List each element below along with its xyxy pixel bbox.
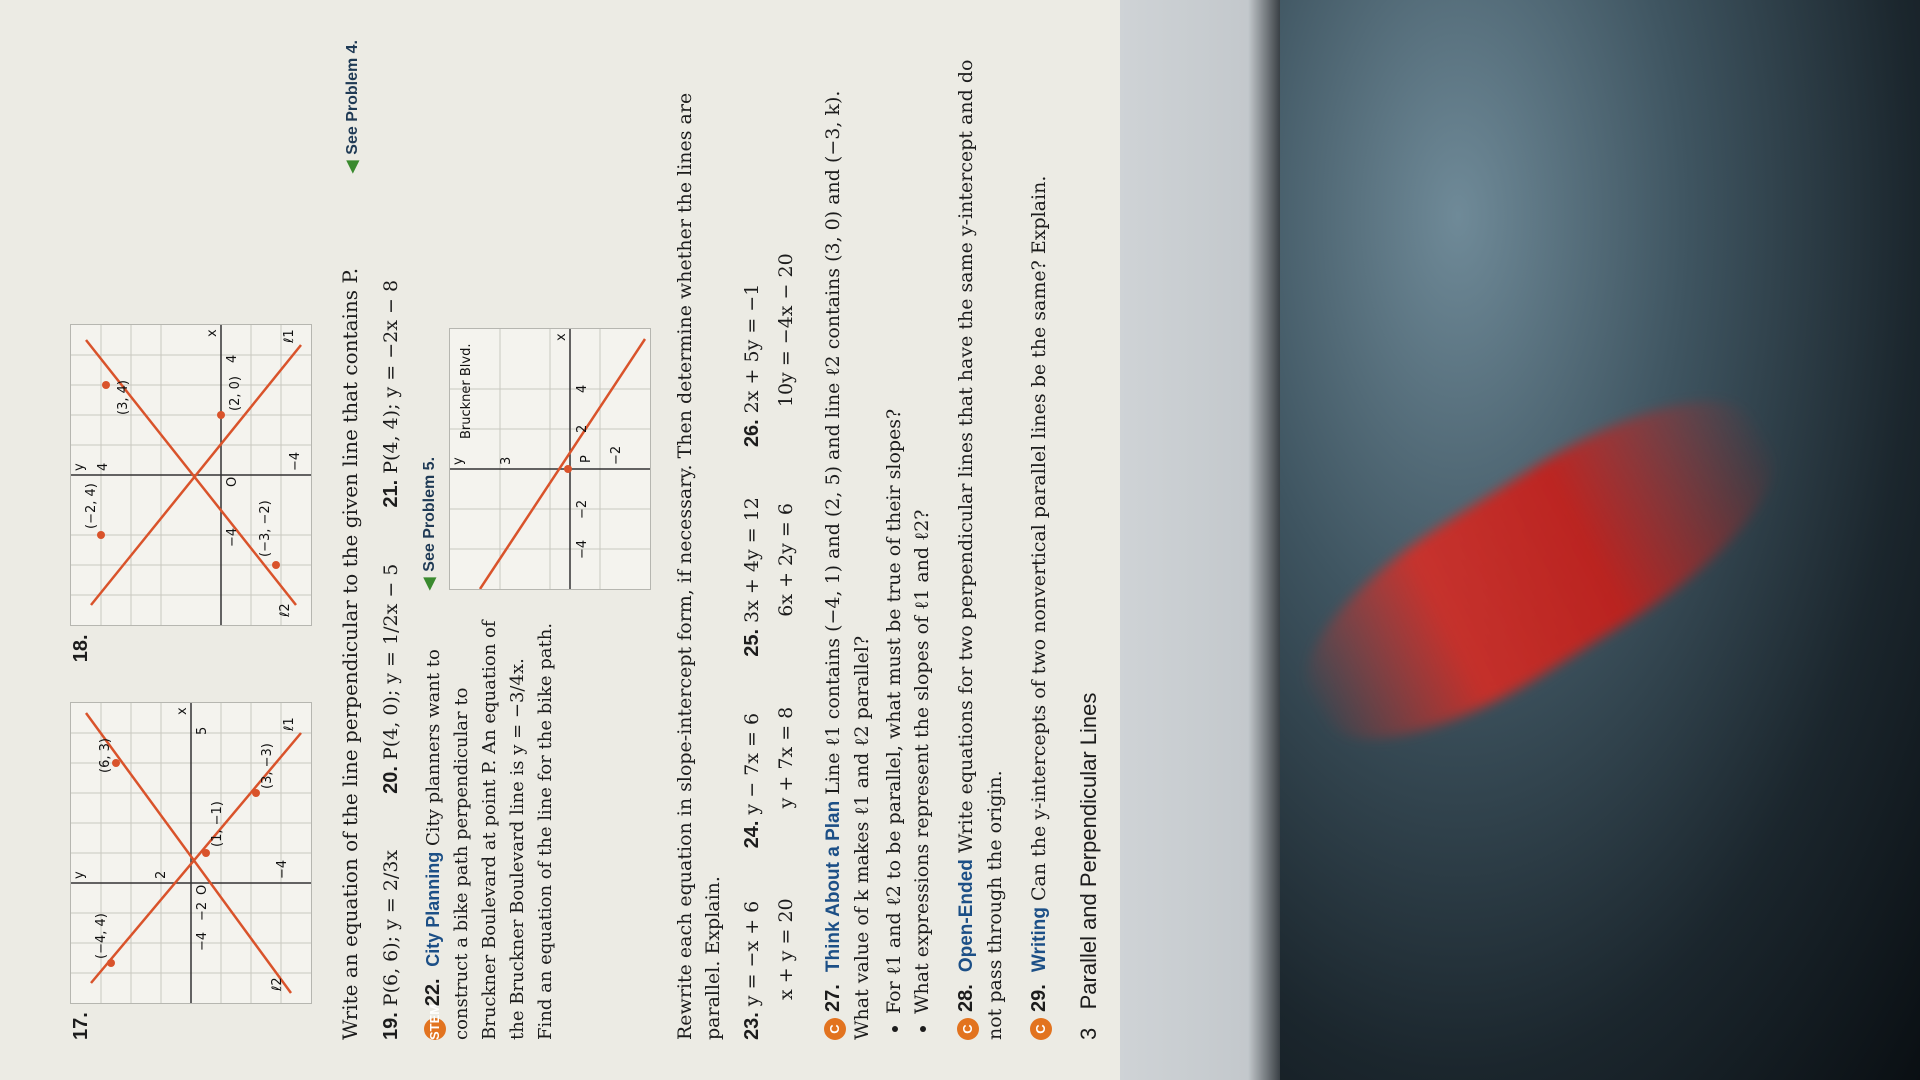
- rewrite-instruction: Rewrite each equation in slope-intercept form, if necessary. Then determine whether the lines are parallel. Explain.: [674, 92, 724, 1040]
- tick-label: −4: [288, 452, 303, 472]
- label-y: y: [72, 463, 87, 472]
- problem-20: 20.P(4, 0); y = 1/2x − 5: [380, 563, 402, 794]
- label-origin: O: [195, 884, 210, 896]
- label-x: x: [554, 333, 569, 341]
- tick-label: 3: [499, 456, 514, 465]
- label-l2: ℓ2: [278, 603, 293, 618]
- label-p: P: [579, 455, 594, 463]
- label-x: x: [205, 329, 220, 338]
- tick-label: 2: [575, 424, 590, 433]
- exercise-number: 18.: [70, 634, 92, 663]
- label-p1: (−2, 4): [84, 483, 99, 530]
- problem-25: 25.3x + 4y = 12 6x + 2y = 6: [741, 497, 797, 657]
- tick-label: 4: [225, 355, 240, 364]
- problem-text: Line ℓ1 contains (−4, 1) and (2, 5) and line ℓ2 contains (3, 0) and (−3, k). What value of k makes ℓ1 and ℓ2 parallel?: [822, 90, 873, 1040]
- challenge-icon: C: [957, 1018, 979, 1040]
- hint-list: [880, 40, 936, 1014]
- point-marker: [102, 381, 110, 389]
- problem-28: C28. Open-Ended Write equations for two perpendicular lines that have the same y-intercept and do not pass through the origin.: [955, 59, 1006, 1040]
- bruckner-graph: [449, 328, 651, 590]
- label-origin: O: [225, 477, 240, 488]
- tick-label: 5: [195, 726, 210, 736]
- tick-label: 4: [96, 463, 111, 472]
- page-edge: [1120, 0, 1280, 1080]
- problem-text: City planners want to construct a bike path perpendicular to Bruckner Boulevard at point P. An equation of the Bruckner Boulevard line is y = −3/4x. Find an equation of the line for the bike path.: [423, 620, 556, 1040]
- point-marker: [252, 789, 260, 797]
- point-marker: [202, 849, 210, 857]
- city-planning-text: STEM 22. City Planning City planners want to construct a bike path perpendicular to Bruckner Boulevard at point P. An equation of the Bruckner Boulevard line is y = −3/4x. Find an equation of the line for the bike path.: [422, 620, 556, 1040]
- exercise-number: 17.: [70, 1012, 92, 1040]
- label-p4: (−3, −2): [258, 500, 273, 558]
- coordinate-grid: [71, 703, 311, 1003]
- exercise-17: [70, 702, 312, 1040]
- problem-23: 23.y = −x + 6 x + y = 20: [741, 898, 797, 1040]
- coordinate-grid: [71, 325, 311, 625]
- section-header: [312, 40, 372, 1040]
- tick-label: −2: [609, 445, 624, 465]
- label-p3: (2, 0): [228, 376, 243, 412]
- topic-label: Think About a Plan: [823, 800, 844, 973]
- street-label: Bruckner Blvd.: [459, 343, 474, 439]
- graphs-row: [70, 40, 312, 1040]
- point-marker: [97, 531, 105, 539]
- instruction-text: Write an equation of the line perpendicular to the given line that contains P.: [338, 267, 362, 1040]
- point-marker: [217, 411, 225, 419]
- label-l1: ℓ1: [282, 717, 297, 732]
- label-y: y: [72, 871, 87, 880]
- point-marker: [112, 759, 120, 767]
- label-l2: ℓ2: [270, 977, 285, 992]
- tick-label: −4: [275, 860, 290, 880]
- tick-label: −2: [195, 902, 210, 922]
- tick-label: −4: [195, 932, 210, 952]
- point-marker: [272, 561, 280, 569]
- chapter-title: Parallel and Perpendicular Lines: [1076, 692, 1101, 1010]
- label-p2: (3, 4): [116, 380, 131, 416]
- graph-17: [70, 702, 312, 1004]
- tick-label: −4: [575, 539, 590, 559]
- stem-badge: STEM: [424, 1018, 446, 1040]
- label-x: x: [175, 707, 190, 716]
- problem-list: [380, 40, 403, 1040]
- hint-item: • What expressions represent the slopes of ℓ1 and ℓ2?: [908, 40, 936, 1014]
- chapter-number: 3: [1076, 1027, 1101, 1040]
- problem-text: Write equations for two perpendicular lines that have the same y-intercept and do not pass through the origin.: [955, 59, 1006, 1040]
- topic-label: Writing: [1029, 907, 1050, 973]
- system-problems: [735, 40, 803, 1040]
- problem-27: C27. Think About a Plan Line ℓ1 contains (−4, 1) and (2, 5) and line ℓ2 contains (3, 0) and (−3, k). What value of k makes ℓ1 and ℓ2 parallel? • For ℓ1 and ℓ2 to be parallel, what must be true of their slopes? • What expressions represent the slopes of ℓ1 and ℓ2?: [819, 40, 936, 1040]
- hint-item: • For ℓ1 and ℓ2 to be parallel, what must be true of their slopes?: [880, 40, 908, 1014]
- label-y: y: [451, 457, 466, 465]
- point-p: [564, 465, 572, 473]
- city-graph-col: [419, 328, 651, 590]
- problem-text: Can the y-intercepts of two nonvertical parallel lines be the same? Explain.: [1028, 175, 1050, 901]
- label-l1: ℓ1: [282, 329, 297, 344]
- label-p1: (−4, 4): [94, 913, 109, 960]
- see-problem-link[interactable]: ◀ See Problem 4.: [342, 40, 362, 173]
- challenge-icon: C: [824, 1018, 846, 1040]
- label-p3: (1, −1): [210, 801, 225, 848]
- problem-21: 21.P(4, 4); y = −2x − 8: [380, 279, 402, 508]
- problem-26: 26.2x + 5y = −1 10y = −4x − 20: [741, 253, 797, 448]
- topic-label: City Planning: [423, 851, 443, 967]
- tick-label: −2: [575, 499, 590, 519]
- tick-label: 2: [154, 870, 169, 880]
- see-problem-link[interactable]: ◀ See Problem 5.: [419, 328, 439, 590]
- problem-22: [419, 40, 651, 1040]
- problem-24: 24.y − 7x = 6 y + 7x = 8: [741, 706, 797, 849]
- tick-label: −4: [225, 528, 240, 548]
- challenge-icon: C: [1030, 1018, 1052, 1040]
- page-footer: [1076, 693, 1102, 1040]
- exercise-18: [70, 324, 312, 662]
- label-p2: (6, 3): [98, 738, 113, 774]
- label-p4: (3, −3): [260, 743, 275, 790]
- tick-label: 4: [575, 384, 590, 393]
- topic-label: Open-Ended: [956, 859, 977, 973]
- problem-19: 19.P(6, 6); y = 2/3x: [380, 849, 402, 1040]
- problem-29: C29. Writing Can the y-intercepts of two nonvertical parallel lines be the same? Explain.: [1025, 40, 1054, 1040]
- graph-18: [70, 324, 312, 626]
- point-marker: [107, 959, 115, 967]
